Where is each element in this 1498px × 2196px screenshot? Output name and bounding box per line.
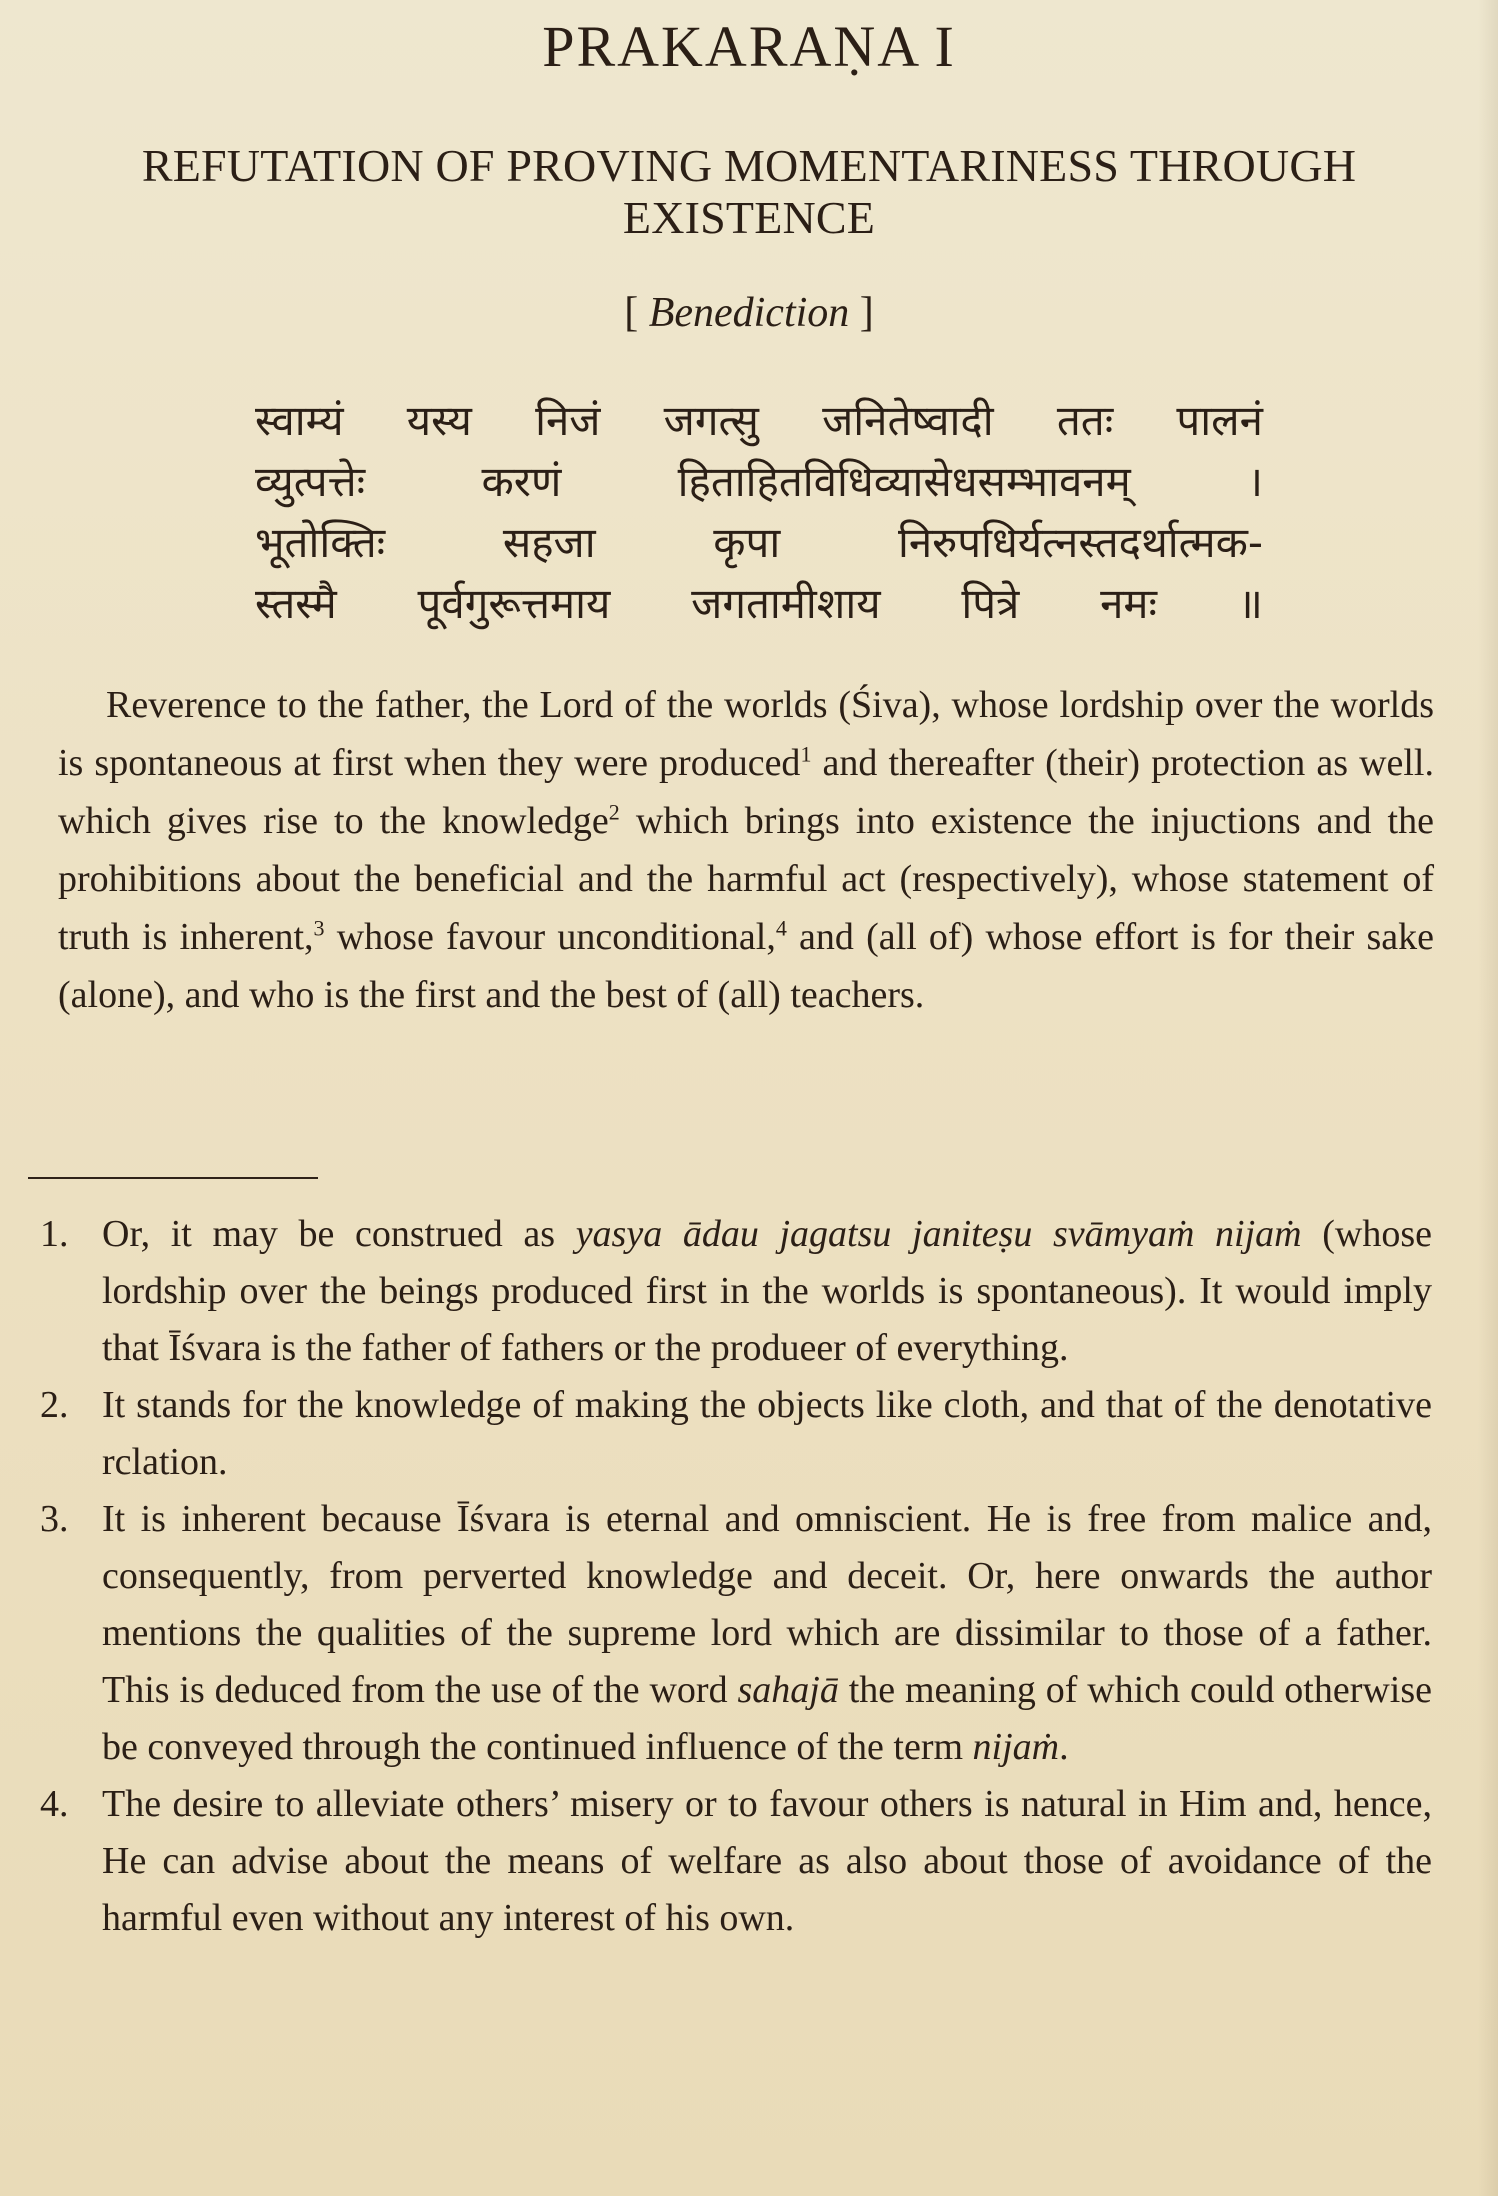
footnote-1 xyxy=(40,1206,1432,1377)
translation-paragraph xyxy=(58,676,1434,1024)
verse-word: स्तस्मै xyxy=(255,579,337,628)
footnote-text-segment: It is inherent because Īśvara is eternal and omniscient. He is free from malice and, consequently, from perverted knowledge and deceit. Or, here onwards the author mentions the qualities of the supreme lord which are dissimilar to those of a father. This is deduced from the use of the word xyxy=(102,1498,1432,1711)
footnote-text xyxy=(102,1206,1432,1377)
verse-word: पालनं xyxy=(1176,396,1263,445)
footnote-3 xyxy=(40,1491,1432,1776)
verse-word: जनितेष्वादी xyxy=(822,396,994,445)
footnotes xyxy=(40,1206,1432,1947)
benediction-label: Benediction xyxy=(648,290,850,336)
footnote-number: 1. xyxy=(40,1213,69,1255)
section-title xyxy=(50,140,1448,243)
footnote-2 xyxy=(40,1377,1432,1491)
verse-line xyxy=(255,451,1263,512)
verse-word: जगतामीशाय xyxy=(691,579,881,628)
benediction-heading xyxy=(0,292,1498,334)
footnote-number: 4. xyxy=(40,1783,69,1825)
footnote-number: 3. xyxy=(40,1498,69,1540)
translation-text: which brings into existence the injuctions and the prohibitions about the beneficial and the harmful act (respectively), whose statement of truth is inherent, xyxy=(58,800,1434,958)
verse-word: ॥ xyxy=(1237,579,1263,628)
verse-word: हिताहितविधिव्यासेधसम्भावनम् xyxy=(677,457,1131,506)
footnote-ref-4: 4 xyxy=(775,915,787,941)
footnote-text-segment: . xyxy=(1059,1726,1069,1768)
verse-word: यस्य xyxy=(406,396,472,445)
verse-line xyxy=(255,512,1263,573)
footnote-italic-segment: nijaṁ xyxy=(972,1726,1060,1768)
verse-word: स्वाम्यं xyxy=(255,396,344,445)
footnote-ref-1: 1 xyxy=(800,741,812,767)
footnote-4 xyxy=(40,1776,1432,1947)
chapter-title: PRAKARAṆA I xyxy=(542,14,956,79)
verse-line xyxy=(255,573,1263,634)
footnote-text-segment: Or, it may be construed as xyxy=(102,1213,576,1255)
verse-word: व्युत्पत्तेः xyxy=(255,457,366,506)
footnote-text-segment: (whose lordship over the beings produced first in the worlds is spontaneous). It would imply that Īśvara is the father of fathers or the produeer of everything. xyxy=(102,1213,1432,1369)
section-title-line-2: EXISTENCE xyxy=(622,191,876,243)
verse-word: ततः xyxy=(1056,396,1114,445)
footnote-divider xyxy=(28,1177,318,1179)
verse-word: । xyxy=(1247,457,1263,506)
footnote-italic-segment: yasya ādau jagatsu janiteṣu svāmyaṁ nijaṁ xyxy=(575,1213,1302,1255)
verse-word: पूर्वगुरूत्तमाय xyxy=(417,579,611,628)
footnote-ref-3: 3 xyxy=(313,915,325,941)
footnote-text: It stands for the knowledge of making the objects like cloth, and that of the denotative rclation. xyxy=(102,1384,1432,1483)
verse-word: निजं xyxy=(535,396,601,445)
benediction-close-bracket: ] xyxy=(859,290,874,336)
verse-word: करणं xyxy=(481,457,562,506)
verse-word: कृपा xyxy=(713,518,781,567)
benediction-open-bracket: [ xyxy=(624,290,639,336)
verse-word: भूतोक्तिः xyxy=(255,518,386,567)
verse-line xyxy=(255,390,1263,451)
translation-text: whose favour unconditional, xyxy=(324,916,776,958)
verse-word: सहजा xyxy=(502,518,596,567)
verse-word: नमः xyxy=(1100,579,1157,628)
footnote-number: 2. xyxy=(40,1384,69,1426)
verse-word: जगत्सु xyxy=(663,396,759,445)
footnote-text-segment: the meaning of which could otherwise be conveyed through the continued influence of the term xyxy=(102,1669,1433,1768)
section-title-line-1: REFUTATION OF PROVING MOMENTARINESS THROUGH xyxy=(141,140,1357,191)
footnote-ref-2: 2 xyxy=(608,799,620,825)
translation-text: and thereafter (their) protection as well. which gives rise to the knowledge xyxy=(58,742,1434,842)
translation-text: Reverence to the father, the Lord of the worlds (Śiva), whose lordship over the worlds is spontaneous at first when they were produced xyxy=(58,684,1434,784)
footnote-italic-segment: sahajā xyxy=(737,1669,839,1711)
footnote-text xyxy=(102,1491,1432,1776)
translation-text: and (all of) whose effort is for their sake (alone), and who is the first and the best of (all) teachers. xyxy=(58,916,1435,1016)
sanskrit-verse xyxy=(255,390,1263,634)
verse-word: निरुपधिर्यत्नस्तदर्थात्मक- xyxy=(897,518,1263,567)
footnote-text: The desire to alleviate others’ misery or to favour others is natural in Him and, hence, He can advise about the means of welfare as also about those of avoidance of the harmful even without any interest of his own. xyxy=(102,1783,1432,1939)
verse-word: पित्रे xyxy=(961,579,1020,628)
verse-translation xyxy=(58,676,1434,1024)
